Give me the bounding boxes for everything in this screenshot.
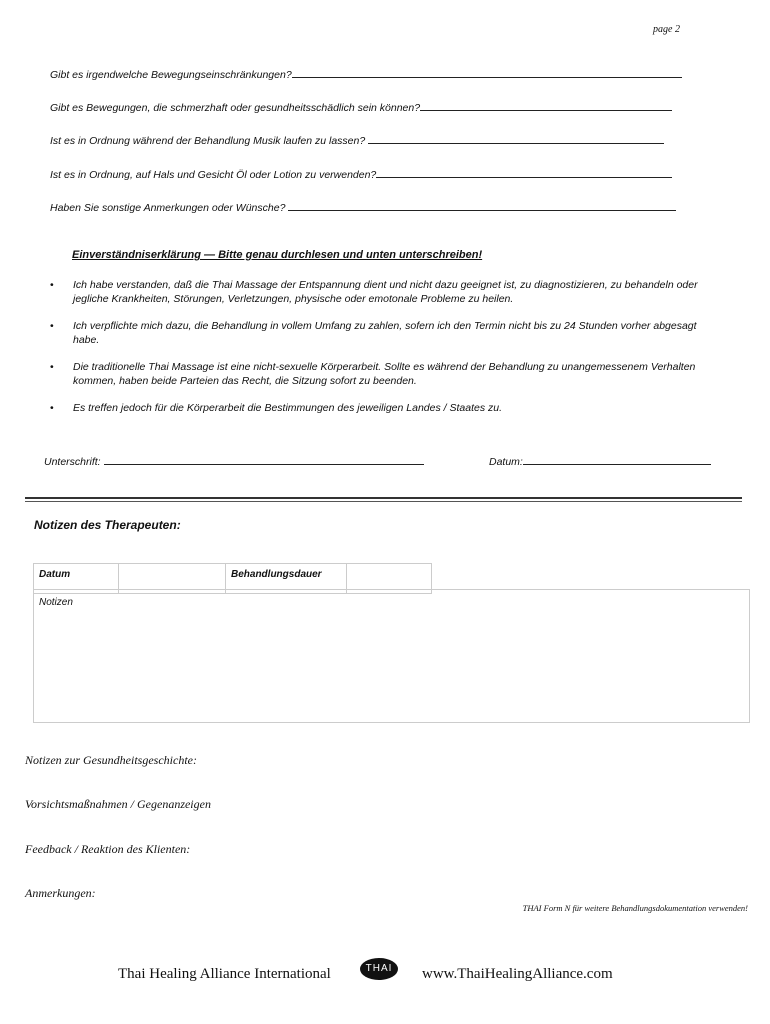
form-note: THAI Form N für weitere Behandlungsdokumentation verwenden! bbox=[522, 903, 748, 913]
question-text: Gibt es irgendwelche Bewegungseinschränkungen? bbox=[50, 69, 292, 81]
question-text: Ist es in Ordnung während der Behandlung Musik laufen zu lassen? bbox=[50, 135, 369, 147]
bullet-icon: • bbox=[50, 279, 54, 291]
bullet-text: Ich verpflichte mich dazu, die Behandlung in vollem Umfang zu zahlen, sofern ich den Termin nicht bis zu 24 Stunden vorher abgesagt habe. bbox=[73, 320, 697, 346]
question-music bbox=[50, 134, 664, 147]
signature-field bbox=[44, 455, 424, 468]
question-text: Gibt es Bewegungen, die schmerzhaft oder gesundheitsschädlich sein können? bbox=[50, 102, 421, 114]
question-oil-lotion bbox=[50, 168, 672, 181]
answer-line[interactable] bbox=[368, 134, 664, 144]
notes-label: Notizen bbox=[39, 597, 73, 608]
question-painful-movements bbox=[50, 101, 672, 114]
answer-line[interactable] bbox=[288, 201, 676, 211]
question-other-remarks bbox=[50, 201, 676, 214]
question-text: Haben Sie sonstige Anmerkungen oder Wünsche? bbox=[50, 202, 289, 214]
consent-heading: Einverständniserklärung — Bitte genau durchlesen und unten unterschreiben! bbox=[72, 249, 483, 261]
bullet-text: Die traditionelle Thai Massage ist eine nicht-sexuelle Körperarbeit. Sollte es während der Behandlung zu unangemessenem Verhalten kommen, haben beide Parteien das Recht, die Sitzung sofort zu beenden. bbox=[73, 361, 696, 387]
footer-url[interactable]: www.ThaiHealingAlliance.com bbox=[422, 966, 613, 982]
question-movement-restrictions bbox=[50, 68, 682, 81]
date-field bbox=[489, 455, 711, 468]
date-line[interactable] bbox=[523, 455, 711, 465]
signature-label: Unterschrift: bbox=[44, 456, 104, 468]
signature-line[interactable] bbox=[104, 455, 424, 465]
notes-box[interactable] bbox=[33, 589, 750, 723]
feedback-label: Feedback / Reaktion des Klienten: bbox=[25, 842, 191, 856]
page-number: page 2 bbox=[653, 24, 680, 35]
answer-line[interactable] bbox=[376, 168, 672, 178]
precautions-label: Vorsichtsmaßnahmen / Gegenanzeigen bbox=[25, 797, 211, 811]
bullet-icon: • bbox=[50, 361, 54, 373]
therapist-notes-title: Notizen des Therapeuten: bbox=[34, 518, 181, 532]
answer-line[interactable] bbox=[420, 101, 672, 111]
bullet-icon: • bbox=[50, 320, 54, 332]
question-text: Ist es in Ordnung, auf Hals und Gesicht Öl oder Lotion zu verwenden? bbox=[50, 169, 377, 181]
divider bbox=[25, 497, 742, 499]
date-label-cell: Datum bbox=[34, 564, 119, 594]
thai-logo-icon: THAI bbox=[360, 958, 398, 980]
date-label: Datum: bbox=[489, 456, 523, 468]
bullet-icon: • bbox=[50, 402, 54, 414]
divider bbox=[25, 501, 742, 502]
footer-org: Thai Healing Alliance International bbox=[118, 966, 331, 982]
bullet-text: Es treffen jedoch für die Körperarbeit die Bestimmungen des jeweiligen Landes / Staates zu. bbox=[73, 402, 502, 414]
health-history-label: Notizen zur Gesundheitsgeschichte: bbox=[25, 753, 197, 767]
remarks-label: Anmerkungen: bbox=[25, 886, 96, 900]
answer-line[interactable] bbox=[292, 68, 682, 78]
duration-label-cell: Behandlungsdauer bbox=[226, 564, 347, 594]
bullet-text: Ich habe verstanden, daß die Thai Massage der Entspannung dient und nicht dazu geeignet ist, zu diagnostizieren, zu behandeln oder jegliche Krankheiten, Störungen, Verletzungen, physische oder emotonale Probleme zu heilen. bbox=[73, 279, 698, 305]
